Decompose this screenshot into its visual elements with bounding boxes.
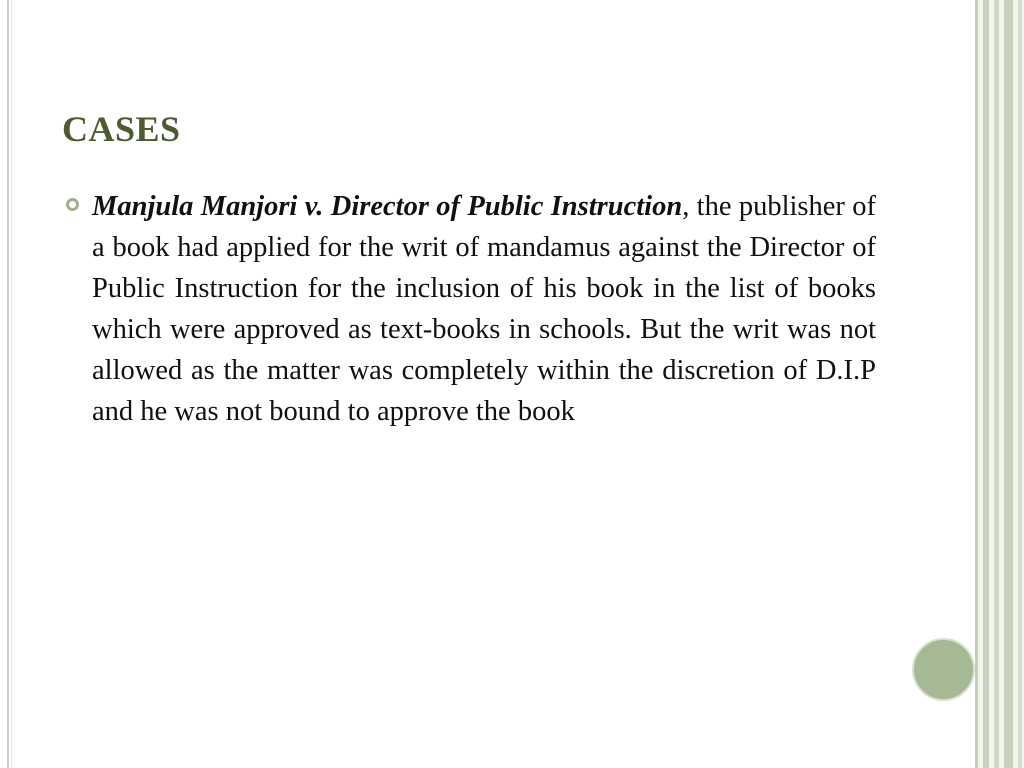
case-description: , the publisher of a book had applied for the writ of mandamus against the Director of Public Instruction for the inclusion of his book in the list of books which were approved as text-books in schools. But the writ was not allowed as the matter was completely within the discretion of D.I.P and he was not bound to approve the book [92,191,876,427]
bullet-paragraph [92,186,876,432]
case-name: Manjula Manjori v. Director of Public Instruction [92,191,683,222]
right-stripe [1018,0,1022,768]
slide-title: CASES [62,109,181,149]
left-border-line-thin [11,0,12,768]
right-stripe [975,0,978,768]
decorative-circle-icon [912,638,975,701]
right-stripe [983,0,989,768]
right-stripe [1004,0,1013,768]
left-border-line [7,0,9,768]
bullet-circle-icon [66,198,79,211]
right-stripe [994,0,999,768]
